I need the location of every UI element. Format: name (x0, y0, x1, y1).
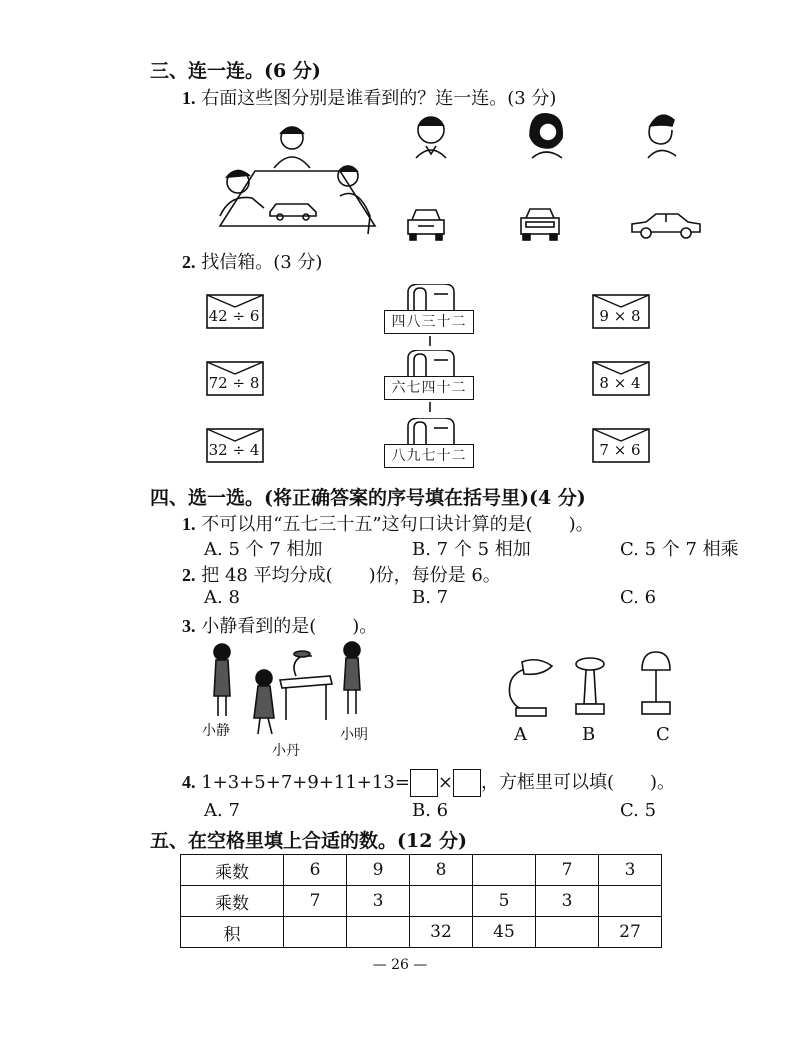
option-b[interactable]: B. 6 (412, 800, 449, 821)
option-c[interactable]: C. 5 (620, 800, 657, 821)
question-number: 4. (182, 772, 196, 792)
table-cell[interactable] (536, 917, 599, 948)
table-row (181, 855, 662, 886)
option-a[interactable]: A. 5 个 7 相加 (204, 539, 323, 560)
envelope[interactable] (592, 428, 648, 462)
answer-box-1[interactable] (410, 769, 438, 797)
section-5-title: 五、在空格里填上合适的数。(12 分) (150, 830, 468, 852)
option-b[interactable]: B. 7 (412, 587, 449, 608)
girl-head-view-2 (522, 108, 568, 160)
question-number: 1. (182, 514, 196, 534)
question-number: 2. (182, 252, 196, 272)
answer-box-2[interactable] (453, 769, 481, 797)
table-cell[interactable]: 27 (599, 917, 662, 948)
mailbox-label: 六七四十二 (384, 376, 474, 400)
envelope-expression: 42 ÷ 6 (208, 307, 260, 325)
question-number: 2. (182, 565, 196, 585)
section-3-title: 三、连一连。(6 分) (150, 60, 321, 82)
envelope[interactable] (592, 294, 648, 328)
question-3-2 (182, 248, 322, 274)
page-number: — 26 — (372, 957, 428, 973)
mailbox[interactable] (384, 350, 474, 410)
question-text: 找信箱。(3 分) (201, 252, 323, 273)
question-4-4 (182, 768, 675, 797)
lamp-view-b[interactable] (570, 652, 610, 722)
table-cell: 乘数 (181, 855, 284, 886)
question-text: 右面这些图分别是谁看到的？连一连。(3 分) (201, 88, 557, 109)
option-b[interactable]: B. 7 个 5 相加 (412, 539, 531, 560)
table-cell[interactable]: 6 (284, 855, 347, 886)
table-cell: 乘数 (181, 886, 284, 917)
car-front-view (404, 206, 448, 242)
boy-head-view-3 (638, 106, 684, 160)
table-cell[interactable] (284, 917, 347, 948)
envelope-expression: 7 × 6 (599, 441, 641, 459)
envelope-expression: 32 ÷ 4 (208, 441, 260, 459)
envelope[interactable] (206, 361, 262, 395)
mailbox-label: 八九七十二 (384, 444, 474, 468)
car-side-view (628, 210, 704, 242)
question-number: 1. (182, 88, 196, 108)
envelope[interactable] (206, 428, 262, 462)
option-a[interactable]: A. 8 (204, 587, 240, 608)
lamp-view-a[interactable] (500, 652, 560, 722)
question-text: 把 48 平均分成( )份，每份是 6。 (201, 565, 501, 586)
question-text: 小静看到的是( )。 (201, 616, 378, 637)
table-cell[interactable]: 32 (410, 917, 473, 948)
table-row (181, 917, 662, 948)
mailbox[interactable] (384, 284, 474, 344)
table-cell[interactable]: 7 (536, 855, 599, 886)
section-4-title: 四、选一选。(将正确答案的序号填在括号里)(4 分) (150, 487, 586, 509)
table-cell[interactable]: 7 (284, 886, 347, 917)
boy-head-view-1 (408, 108, 454, 160)
lamp-view-c[interactable] (636, 648, 676, 720)
name-xiaodan: 小丹 (272, 743, 300, 759)
question-3-1 (182, 84, 556, 110)
table-cell[interactable] (473, 855, 536, 886)
car-back-view (516, 206, 564, 242)
question-4-2 (182, 561, 501, 587)
mailbox-label: 四八三十二 (384, 310, 474, 334)
question-text: 不可以用“五七三十五”这句口诀计算的是( )。 (201, 514, 594, 535)
table-cell[interactable]: 8 (410, 855, 473, 886)
question-4-1 (182, 510, 594, 536)
option-c[interactable]: C. 6 (620, 587, 657, 608)
table-cell[interactable] (599, 886, 662, 917)
question-text-c: ，方框里可以填( )。 (480, 772, 676, 793)
question-text-b: × (437, 772, 453, 793)
name-xiaojing: 小静 (202, 723, 230, 739)
table-cell[interactable]: 5 (473, 886, 536, 917)
choice-b-label: B (582, 724, 596, 745)
table-cell: 积 (181, 917, 284, 948)
meeting-scene-illustration (200, 116, 385, 241)
name-xiaoming: 小明 (340, 727, 368, 743)
table-cell[interactable]: 3 (536, 886, 599, 917)
table-cell[interactable]: 3 (599, 855, 662, 886)
option-a[interactable]: A. 7 (204, 800, 240, 821)
mailbox[interactable] (384, 418, 474, 478)
option-c[interactable]: C. 5 个 7 相乘 (620, 539, 739, 560)
table-cell[interactable] (410, 886, 473, 917)
choice-c-label: C (656, 724, 670, 745)
table-cell[interactable]: 45 (473, 917, 536, 948)
question-number: 3. (182, 616, 196, 636)
table-cell[interactable] (347, 917, 410, 948)
envelope-expression: 72 ÷ 8 (208, 374, 260, 392)
envelope[interactable] (592, 361, 648, 395)
envelope[interactable] (206, 294, 262, 328)
envelope-expression: 8 × 4 (599, 374, 641, 392)
envelope-expression: 9 × 8 (599, 307, 641, 325)
table-cell[interactable]: 3 (347, 886, 410, 917)
choice-a-label: A (514, 724, 527, 745)
multiplication-table (180, 854, 662, 948)
question-text-a: 1+3+5+7+9+11+13= (201, 772, 410, 793)
table-row (181, 886, 662, 917)
table-cell[interactable]: 9 (347, 855, 410, 886)
question-4-3 (182, 612, 377, 638)
